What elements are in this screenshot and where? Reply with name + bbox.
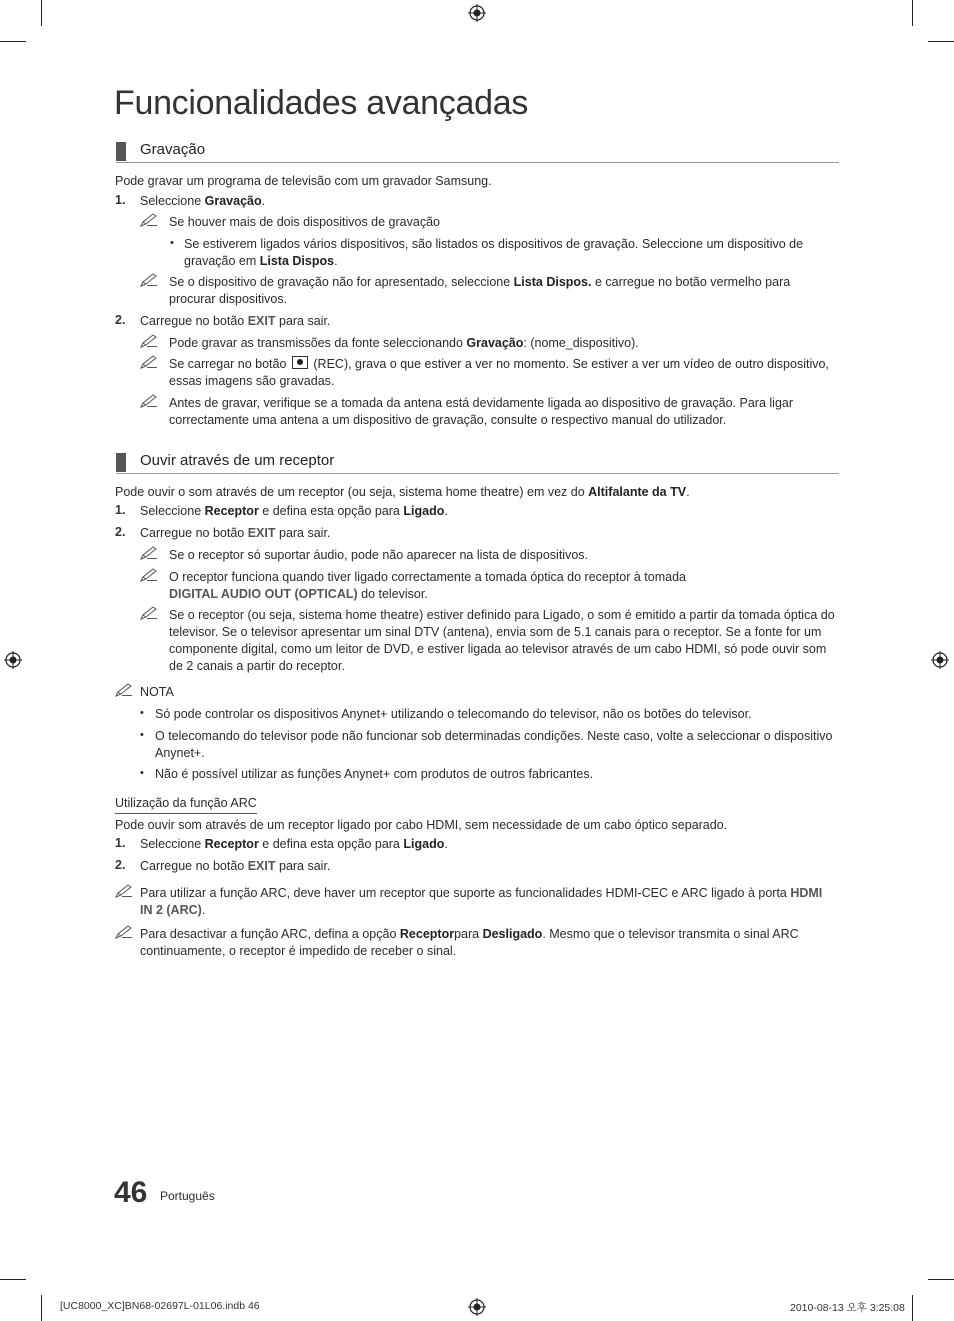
file-info: [UC8000_XC]BN68-02697L-01L06.indb 46 bbox=[60, 1300, 260, 1312]
note-pencil-icon bbox=[115, 925, 133, 939]
bullet-text: Se estiverem ligados vários dispositivos, são listados os dispositivos de gravação. Seleccione um dispositivo de gravação em Lista Dispos. bbox=[184, 237, 804, 268]
bullet-dot: • bbox=[140, 707, 144, 719]
language-label: Português bbox=[160, 1189, 215, 1203]
note-text: DIGITAL AUDIO OUT (OPTICAL) do televisor. bbox=[169, 587, 428, 601]
section-heading-text: Gravação bbox=[140, 141, 206, 158]
note-pencil-icon bbox=[140, 355, 158, 369]
bullet-text: Só pode controlar os dispositivos Anynet+ utilizando o telecomando do televisor, não os botões do televisor. bbox=[155, 707, 752, 721]
intro-text: Pode gravar um programa de televisão com um gravador Samsung. bbox=[115, 174, 492, 188]
section-heading-text: Ouvir através de um receptor bbox=[140, 452, 335, 469]
registration-mark-icon bbox=[931, 651, 949, 669]
note-pencil-icon bbox=[140, 213, 158, 227]
step-number: 2. bbox=[115, 858, 126, 872]
crop-mark bbox=[912, 1295, 913, 1321]
note-text: Se carregar no botão (REC), grava o que estiver a ver no momento. Se estiver a ver um vídeo de outro dispositivo, essas imagens são gravadas. bbox=[169, 357, 829, 388]
note-pencil-icon bbox=[140, 546, 158, 560]
crop-mark bbox=[41, 0, 42, 26]
note-text: Para utilizar a função ARC, deve haver um receptor que suporte as funcionalidades HDMI-CEC e ARC ligado à porta HDMI IN 2 (ARC). bbox=[140, 886, 823, 917]
subsection-heading: Utilização da função ARC bbox=[115, 795, 257, 814]
note-pencil-icon bbox=[140, 568, 158, 582]
section-heading-gravacao bbox=[116, 140, 839, 163]
registration-mark-icon bbox=[468, 1298, 486, 1316]
note-text: Pode gravar as transmissões da fonte seleccionando Gravação: (nome_dispositivo). bbox=[169, 336, 639, 350]
section-heading-receptor bbox=[116, 451, 839, 474]
note-text: O receptor funciona quando tiver ligado correctamente a tomada óptica do receptor à tomada bbox=[169, 570, 686, 584]
crop-mark bbox=[0, 1279, 26, 1280]
note-pencil-icon bbox=[140, 394, 158, 408]
note-text: Se o dispositivo de gravação não for apresentado, seleccione Lista Dispos. e carregue no botão vermelho para procurar dispositivos. bbox=[169, 275, 791, 306]
bullet-dot: • bbox=[170, 237, 174, 249]
print-timestamp: 2010-08-13 오후 3:25:08 bbox=[790, 1302, 905, 1314]
note-text: Para desactivar a função ARC, defina a opção Receptorpara Desligado. Mesmo que o televisor transmita o sinal ARC continuamente, o receptor é impedido de receber o sinal. bbox=[140, 927, 799, 958]
bullet-dot: • bbox=[140, 767, 144, 779]
step-text: Seleccione Gravação. bbox=[140, 194, 266, 208]
note-text: Antes de gravar, verifique se a tomada da antena está devidamente ligada ao dispositivo de gravação. Para ligar correctamente uma antena a um dispositivo de gravação, consulte o respectivo manual do utilizador. bbox=[169, 396, 794, 427]
intro-text: Pode ouvir som através de um receptor ligado por cabo HDMI, sem necessidade de um cabo óptico separado. bbox=[115, 818, 728, 832]
step-text: Seleccione Receptor e defina esta opção para Ligado. bbox=[140, 837, 448, 851]
intro-text: Pode ouvir o som através de um receptor (ou seja, sistema home theatre) em vez do Altifalante da TV. bbox=[115, 485, 690, 499]
step-number: 1. bbox=[115, 836, 126, 850]
page-number: 46 bbox=[114, 1176, 148, 1209]
bullet-text: Não é possível utilizar as funções Anynet+ com produtos de outros fabricantes. bbox=[155, 767, 594, 781]
registration-mark-icon bbox=[4, 651, 22, 669]
step-number: 1. bbox=[115, 193, 126, 207]
crop-mark bbox=[0, 41, 26, 42]
nota-label: NOTA bbox=[140, 685, 174, 699]
crop-mark bbox=[41, 1295, 42, 1321]
step-number: 2. bbox=[115, 525, 126, 539]
note-pencil-icon bbox=[140, 606, 158, 620]
step-text: Carregue no botão EXIT para sair. bbox=[140, 859, 331, 873]
record-button-icon bbox=[292, 356, 308, 369]
note-pencil-icon bbox=[140, 273, 158, 287]
note-pencil-icon bbox=[115, 683, 133, 697]
step-text: Carregue no botão EXIT para sair. bbox=[140, 526, 331, 540]
step-text: Seleccione Receptor e defina esta opção para Ligado. bbox=[140, 504, 448, 518]
note-text: Se o receptor só suportar áudio, pode não aparecer na lista de dispositivos. bbox=[169, 548, 589, 562]
crop-mark bbox=[928, 1279, 954, 1280]
bullet-dot: • bbox=[140, 729, 144, 741]
bullet-text: O telecomando do televisor pode não funcionar sob determinadas condições. Neste caso, volte a seleccionar o dispositivo Anynet+. bbox=[155, 729, 833, 760]
note-pencil-icon bbox=[115, 884, 133, 898]
crop-mark bbox=[912, 0, 913, 26]
note-text: Se o receptor (ou seja, sistema home theatre) estiver definido para Ligado, o som é emitido a partir da tomada óptica do televisor. Se o televisor apresentar um sinal DTV (antena), envia som de 5.1 canais para o receptor. Se a fonte for um componente digital, como um leitor de DVD, e estiver ligada ao televisor através de um cabo HDMI, só pode ouvir som de 2 canais a partir do receptor. bbox=[169, 608, 835, 673]
step-number: 2. bbox=[115, 313, 126, 327]
note-pencil-icon bbox=[140, 334, 158, 348]
page-title: Funcionalidades avançadas bbox=[114, 84, 529, 122]
step-number: 1. bbox=[115, 503, 126, 517]
heading-bar bbox=[116, 453, 126, 472]
note-text: Se houver mais de dois dispositivos de gravação bbox=[169, 215, 440, 229]
crop-mark bbox=[928, 41, 954, 42]
step-text: Carregue no botão EXIT para sair. bbox=[140, 314, 331, 328]
registration-mark-icon bbox=[468, 4, 486, 22]
heading-bar bbox=[116, 142, 126, 161]
